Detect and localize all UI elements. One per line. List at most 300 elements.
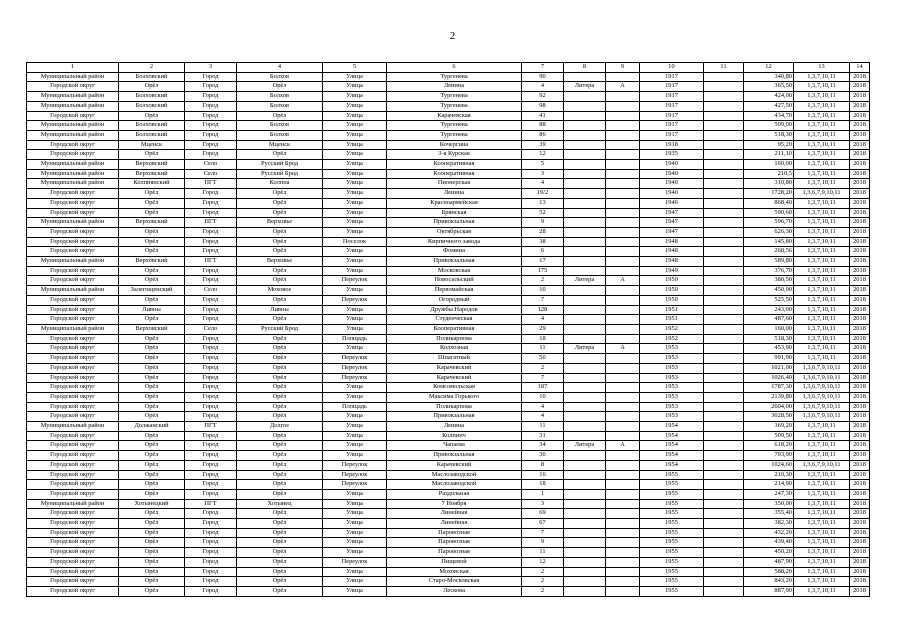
table-cell: 12: [522, 150, 564, 160]
table-cell: ПГТ: [185, 257, 237, 267]
table-cell: [606, 305, 640, 315]
table-cell: Привокзальная: [387, 218, 522, 228]
table-cell: Верховский: [119, 324, 185, 334]
table-cell: 2: [522, 586, 564, 596]
table-cell: [564, 208, 606, 218]
table-cell: [564, 538, 606, 548]
table-cell: ПГТ: [185, 499, 237, 509]
table-cell: Русский Брод: [237, 324, 323, 334]
table-cell: 243,00: [744, 305, 794, 315]
table-cell: 1954: [640, 422, 704, 432]
table-row: [27, 528, 870, 538]
table-cell: 588,20: [744, 567, 794, 577]
table-cell: Город: [185, 150, 237, 160]
table-cell: Хотынец: [237, 499, 323, 509]
table-cell: 1918: [640, 140, 704, 150]
table-cell: 382,30: [744, 519, 794, 529]
table-cell: Город: [185, 412, 237, 422]
table-cell: [606, 121, 640, 131]
table-cell: 1955: [640, 470, 704, 480]
table-cell: Орёл: [237, 519, 323, 529]
table-cell: Ленина: [387, 189, 522, 199]
table-row: [27, 257, 870, 267]
table-cell: Тургенева: [387, 130, 522, 140]
table-cell: 1955: [640, 499, 704, 509]
table-cell: [606, 538, 640, 548]
table-cell: Орёл: [119, 460, 185, 470]
table-cell: [704, 460, 744, 470]
table-cell: [606, 509, 640, 519]
column-number-header: 4: [237, 63, 323, 73]
table-row: [27, 160, 870, 170]
table-cell: Кооперативная: [387, 169, 522, 179]
column-number-header: 13: [794, 63, 850, 73]
table-cell: [704, 140, 744, 150]
table-cell: Город: [185, 538, 237, 548]
table-cell: 2018: [850, 557, 870, 567]
table-cell: Муниципальный район: [27, 499, 119, 509]
table-cell: Орёл: [237, 227, 323, 237]
table-cell: 34: [522, 441, 564, 451]
table-cell: 1,3,7,10,11: [794, 489, 850, 499]
table-cell: 29: [522, 324, 564, 334]
table-cell: 19/2: [522, 189, 564, 199]
table-cell: 1,3,7,10,11: [794, 567, 850, 577]
table-row: [27, 101, 870, 111]
table-cell: 3: [522, 169, 564, 179]
table-cell: Маслозаводской: [387, 480, 522, 490]
table-cell: Поликарпова: [387, 402, 522, 412]
table-cell: 210,30: [744, 470, 794, 480]
table-cell: [606, 218, 640, 228]
table-cell: [564, 392, 606, 402]
table-cell: 1,3,6,7,9,10,11: [794, 383, 850, 393]
table-cell: 98: [522, 101, 564, 111]
table-cell: 340,80: [744, 72, 794, 82]
column-number-header: 10: [640, 63, 704, 73]
table-cell: 310,80: [744, 179, 794, 189]
table-cell: Болхов: [237, 130, 323, 140]
table-cell: 128: [522, 305, 564, 315]
table-cell: 376,70: [744, 266, 794, 276]
table-cell: 2018: [850, 92, 870, 102]
table-cell: Орёл: [119, 509, 185, 519]
table-cell: Улица: [323, 528, 387, 538]
table-cell: 18: [522, 334, 564, 344]
table-cell: 1953: [640, 402, 704, 412]
table-cell: 31: [522, 431, 564, 441]
table-cell: Карачевская: [387, 111, 522, 121]
table-row: [27, 402, 870, 412]
table-cell: 2018: [850, 383, 870, 393]
table-cell: 1955: [640, 519, 704, 529]
table-cell: 2018: [850, 402, 870, 412]
table-cell: 453,90: [744, 344, 794, 354]
table-row: [27, 266, 870, 276]
table-cell: 1955: [640, 538, 704, 548]
table-cell: Улица: [323, 227, 387, 237]
table-cell: [704, 431, 744, 441]
table-cell: Улица: [323, 169, 387, 179]
table-cell: 2018: [850, 160, 870, 170]
table-cell: 1946: [640, 198, 704, 208]
table-cell: 2018: [850, 354, 870, 364]
table-cell: [606, 548, 640, 558]
table-cell: Орёл: [119, 189, 185, 199]
table-cell: 1,3,7,10,11: [794, 538, 850, 548]
table-cell: [564, 422, 606, 432]
table-cell: Муниципальный район: [27, 422, 119, 432]
table-cell: Орёл: [237, 266, 323, 276]
table-cell: 50: [522, 354, 564, 364]
table-cell: 7 Ноября: [387, 499, 522, 509]
table-cell: 1,3,7,10,11: [794, 577, 850, 587]
table-cell: 365,50: [744, 82, 794, 92]
table-cell: Линейная: [387, 509, 522, 519]
table-cell: 1,3,7,10,11: [794, 111, 850, 121]
table-cell: Орёл: [119, 208, 185, 218]
table-cell: [606, 315, 640, 325]
table-cell: Улица: [323, 218, 387, 228]
table-cell: [704, 266, 744, 276]
table-cell: Город: [185, 373, 237, 383]
table-cell: Улица: [323, 208, 387, 218]
table-cell: [564, 489, 606, 499]
table-cell: Орёл: [237, 441, 323, 451]
table-cell: [606, 92, 640, 102]
table-cell: 2018: [850, 586, 870, 596]
table-row: [27, 140, 870, 150]
table-cell: 1,3,7,10,11: [794, 315, 850, 325]
column-number-header: 11: [704, 63, 744, 73]
table-cell: 1,3,7,10,11: [794, 557, 850, 567]
table-cell: 1953: [640, 383, 704, 393]
table-cell: [704, 247, 744, 257]
table-row: [27, 538, 870, 548]
table-cell: [704, 383, 744, 393]
table-cell: Орёл: [119, 528, 185, 538]
table-cell: 1955: [640, 489, 704, 499]
table-cell: 2018: [850, 130, 870, 140]
table-cell: [704, 519, 744, 529]
table-cell: Орёл: [237, 150, 323, 160]
table-cell: Лескова: [387, 586, 522, 596]
table-cell: [564, 412, 606, 422]
table-cell: 1955: [640, 557, 704, 567]
table-cell: Улица: [323, 422, 387, 432]
table-cell: Городской округ: [27, 334, 119, 344]
table-cell: Орёл: [237, 451, 323, 461]
table-cell: [564, 451, 606, 461]
table-cell: 1948: [640, 237, 704, 247]
table-cell: [564, 528, 606, 538]
table-cell: Город: [185, 441, 237, 451]
table-cell: Городской округ: [27, 480, 119, 490]
table-row: [27, 92, 870, 102]
table-cell: 2018: [850, 169, 870, 179]
table-cell: Городской округ: [27, 489, 119, 499]
table-cell: 1,3,7,10,11: [794, 354, 850, 364]
column-number-row: [27, 63, 870, 73]
table-row: [27, 412, 870, 422]
table-cell: [606, 247, 640, 257]
table-cell: Городской округ: [27, 412, 119, 422]
table-cell: Орёл: [119, 363, 185, 373]
table-cell: Улица: [323, 247, 387, 257]
table-cell: 2018: [850, 208, 870, 218]
table-cell: [606, 392, 640, 402]
table-cell: Орёл: [119, 586, 185, 596]
table-cell: Город: [185, 237, 237, 247]
table-cell: [704, 509, 744, 519]
table-cell: Муниципальный район: [27, 121, 119, 131]
table-cell: [564, 286, 606, 296]
table-cell: 1940: [640, 169, 704, 179]
table-cell: Октябрьская: [387, 227, 522, 237]
table-cell: [704, 305, 744, 315]
table-cell: Улица: [323, 111, 387, 121]
table-cell: 10: [522, 392, 564, 402]
table-cell: Фомина: [387, 247, 522, 257]
table-cell: 1,3,7,10,11: [794, 208, 850, 218]
table-cell: Город: [185, 577, 237, 587]
table-row: [27, 286, 870, 296]
table-cell: [704, 150, 744, 160]
table-cell: Поликарпова: [387, 334, 522, 344]
table-cell: 1953: [640, 363, 704, 373]
table-cell: Улица: [323, 150, 387, 160]
table-cell: 1,3,7,10,11: [794, 586, 850, 596]
table-cell: 2018: [850, 577, 870, 587]
table-cell: [704, 499, 744, 509]
table-cell: Город: [185, 130, 237, 140]
table-cell: 450,00: [744, 286, 794, 296]
table-cell: 487,60: [744, 315, 794, 325]
table-cell: А: [606, 276, 640, 286]
table-cell: [704, 276, 744, 286]
table-cell: 7: [522, 295, 564, 305]
table-cell: 1,3,7,10,11: [794, 257, 850, 267]
table-cell: 1935: [640, 150, 704, 160]
table-cell: Городской округ: [27, 354, 119, 364]
column-number-header: 8: [564, 63, 606, 73]
table-cell: Городской округ: [27, 519, 119, 529]
table-cell: Красноармейская: [387, 198, 522, 208]
table-cell: [704, 402, 744, 412]
table-cell: Город: [185, 334, 237, 344]
table-cell: 1,3,7,10,11: [794, 480, 850, 490]
table-cell: 1,3,7,10,11: [794, 295, 850, 305]
table-cell: Орёл: [237, 567, 323, 577]
table-cell: 487,90: [744, 557, 794, 567]
table-cell: Московская: [387, 266, 522, 276]
table-cell: [564, 72, 606, 82]
table-cell: [704, 237, 744, 247]
table-cell: [564, 354, 606, 364]
table-cell: 211,10: [744, 150, 794, 160]
table-cell: 618,20: [744, 441, 794, 451]
table-cell: Улица: [323, 266, 387, 276]
table-cell: ПГТ: [185, 422, 237, 432]
table-cell: Улица: [323, 538, 387, 548]
table-cell: Городской округ: [27, 140, 119, 150]
table-cell: Орёл: [119, 470, 185, 480]
table-row: [27, 179, 870, 189]
table-cell: [606, 72, 640, 82]
table-cell: [564, 295, 606, 305]
table-cell: Верховский: [119, 218, 185, 228]
table-cell: Муниципальный район: [27, 179, 119, 189]
table-cell: 4: [522, 179, 564, 189]
table-cell: 2: [522, 567, 564, 577]
table-cell: 39: [522, 140, 564, 150]
table-cell: 1,3,7,10,11: [794, 92, 850, 102]
table-cell: Орёл: [237, 402, 323, 412]
table-cell: [564, 305, 606, 315]
table-cell: 1917: [640, 130, 704, 140]
table-row: [27, 208, 870, 218]
table-cell: [564, 121, 606, 131]
table-cell: 2018: [850, 538, 870, 548]
table-cell: 210,5: [744, 169, 794, 179]
table-cell: Городской округ: [27, 586, 119, 596]
table-cell: Город: [185, 383, 237, 393]
table-cell: 2: [522, 363, 564, 373]
table-cell: [606, 257, 640, 267]
table-cell: [606, 577, 640, 587]
table-cell: 1949: [640, 266, 704, 276]
table-cell: [564, 257, 606, 267]
table-cell: Паровозная: [387, 528, 522, 538]
table-cell: 17: [522, 257, 564, 267]
table-row: [27, 480, 870, 490]
table-cell: Кооперативная: [387, 324, 522, 334]
table-cell: 187: [522, 383, 564, 393]
table-row: [27, 363, 870, 373]
table-cell: 3: [522, 499, 564, 509]
table-cell: 1,3,7,10,11: [794, 266, 850, 276]
table-cell: Старо-Московская: [387, 577, 522, 587]
table-cell: [704, 567, 744, 577]
table-cell: Карачевский: [387, 363, 522, 373]
table-cell: [564, 567, 606, 577]
table-row: [27, 586, 870, 596]
table-cell: Улица: [323, 305, 387, 315]
table-cell: 2018: [850, 441, 870, 451]
table-cell: 2018: [850, 237, 870, 247]
table-cell: 1,3,6,7,9,10,11: [794, 402, 850, 412]
table-cell: 2018: [850, 295, 870, 305]
table-cell: Орёл: [237, 354, 323, 364]
table-cell: Село: [185, 160, 237, 170]
table-cell: 2018: [850, 392, 870, 402]
table-cell: Болхов: [237, 92, 323, 102]
table-cell: 1948: [640, 257, 704, 267]
table-cell: Мценск: [119, 140, 185, 150]
table-cell: Литера: [564, 82, 606, 92]
table-cell: 1953: [640, 354, 704, 364]
table-row: [27, 189, 870, 199]
table-cell: Улица: [323, 82, 387, 92]
table-row: [27, 150, 870, 160]
table-cell: Орёл: [237, 334, 323, 344]
table-cell: 1,3,7,10,11: [794, 528, 850, 538]
table-cell: Улица: [323, 101, 387, 111]
column-number-header: 3: [185, 63, 237, 73]
table-cell: 1,3,7,10,11: [794, 198, 850, 208]
table-cell: Город: [185, 101, 237, 111]
table-cell: [704, 92, 744, 102]
table-cell: 2018: [850, 218, 870, 228]
table-cell: Город: [185, 354, 237, 364]
table-cell: Город: [185, 509, 237, 519]
table-cell: [564, 324, 606, 334]
table-cell: [564, 247, 606, 257]
table-row: [27, 548, 870, 558]
table-cell: [704, 286, 744, 296]
table-cell: [704, 218, 744, 228]
table-cell: Орёл: [119, 451, 185, 461]
table-cell: 2018: [850, 528, 870, 538]
table-row: [27, 557, 870, 567]
table-cell: Ливны: [237, 305, 323, 315]
table-cell: Кочергина: [387, 140, 522, 150]
table-cell: 2018: [850, 324, 870, 334]
table-cell: Литера: [564, 344, 606, 354]
table-cell: Кооперативная: [387, 160, 522, 170]
table-cell: Орёл: [237, 82, 323, 92]
table-cell: Городской округ: [27, 111, 119, 121]
table-row: [27, 121, 870, 131]
table-cell: Переулок: [323, 480, 387, 490]
table-row: [27, 441, 870, 451]
table-cell: [606, 363, 640, 373]
table-cell: [606, 528, 640, 538]
table-cell: Переулок: [323, 295, 387, 305]
table-cell: Улица: [323, 179, 387, 189]
table-cell: 887,90: [744, 586, 794, 596]
table-cell: 596,70: [744, 218, 794, 228]
table-cell: [704, 334, 744, 344]
table-cell: Орёл: [237, 247, 323, 257]
table-cell: [704, 189, 744, 199]
table-cell: [704, 538, 744, 548]
table-cell: Село: [185, 286, 237, 296]
table-cell: 2018: [850, 509, 870, 519]
table-cell: Городской округ: [27, 189, 119, 199]
column-number-header: 2: [119, 63, 185, 73]
table-cell: 1,3,6,7,9,10,11: [794, 189, 850, 199]
table-cell: Улица: [323, 509, 387, 519]
table-row: [27, 431, 870, 441]
table-cell: [606, 160, 640, 170]
table-cell: 16: [522, 470, 564, 480]
table-cell: [606, 567, 640, 577]
table-cell: 355,40: [744, 509, 794, 519]
table-cell: 1,3,7,10,11: [794, 140, 850, 150]
table-row: [27, 315, 870, 325]
table-cell: Город: [185, 111, 237, 121]
table-cell: Город: [185, 305, 237, 315]
table-cell: Поселок: [323, 237, 387, 247]
table-cell: Городской округ: [27, 557, 119, 567]
table-cell: [704, 392, 744, 402]
table-cell: 2018: [850, 480, 870, 490]
table-cell: Орёл: [237, 509, 323, 519]
table-cell: Русский Брод: [237, 169, 323, 179]
table-cell: Моховое: [237, 286, 323, 296]
table-cell: ПГТ: [185, 218, 237, 228]
